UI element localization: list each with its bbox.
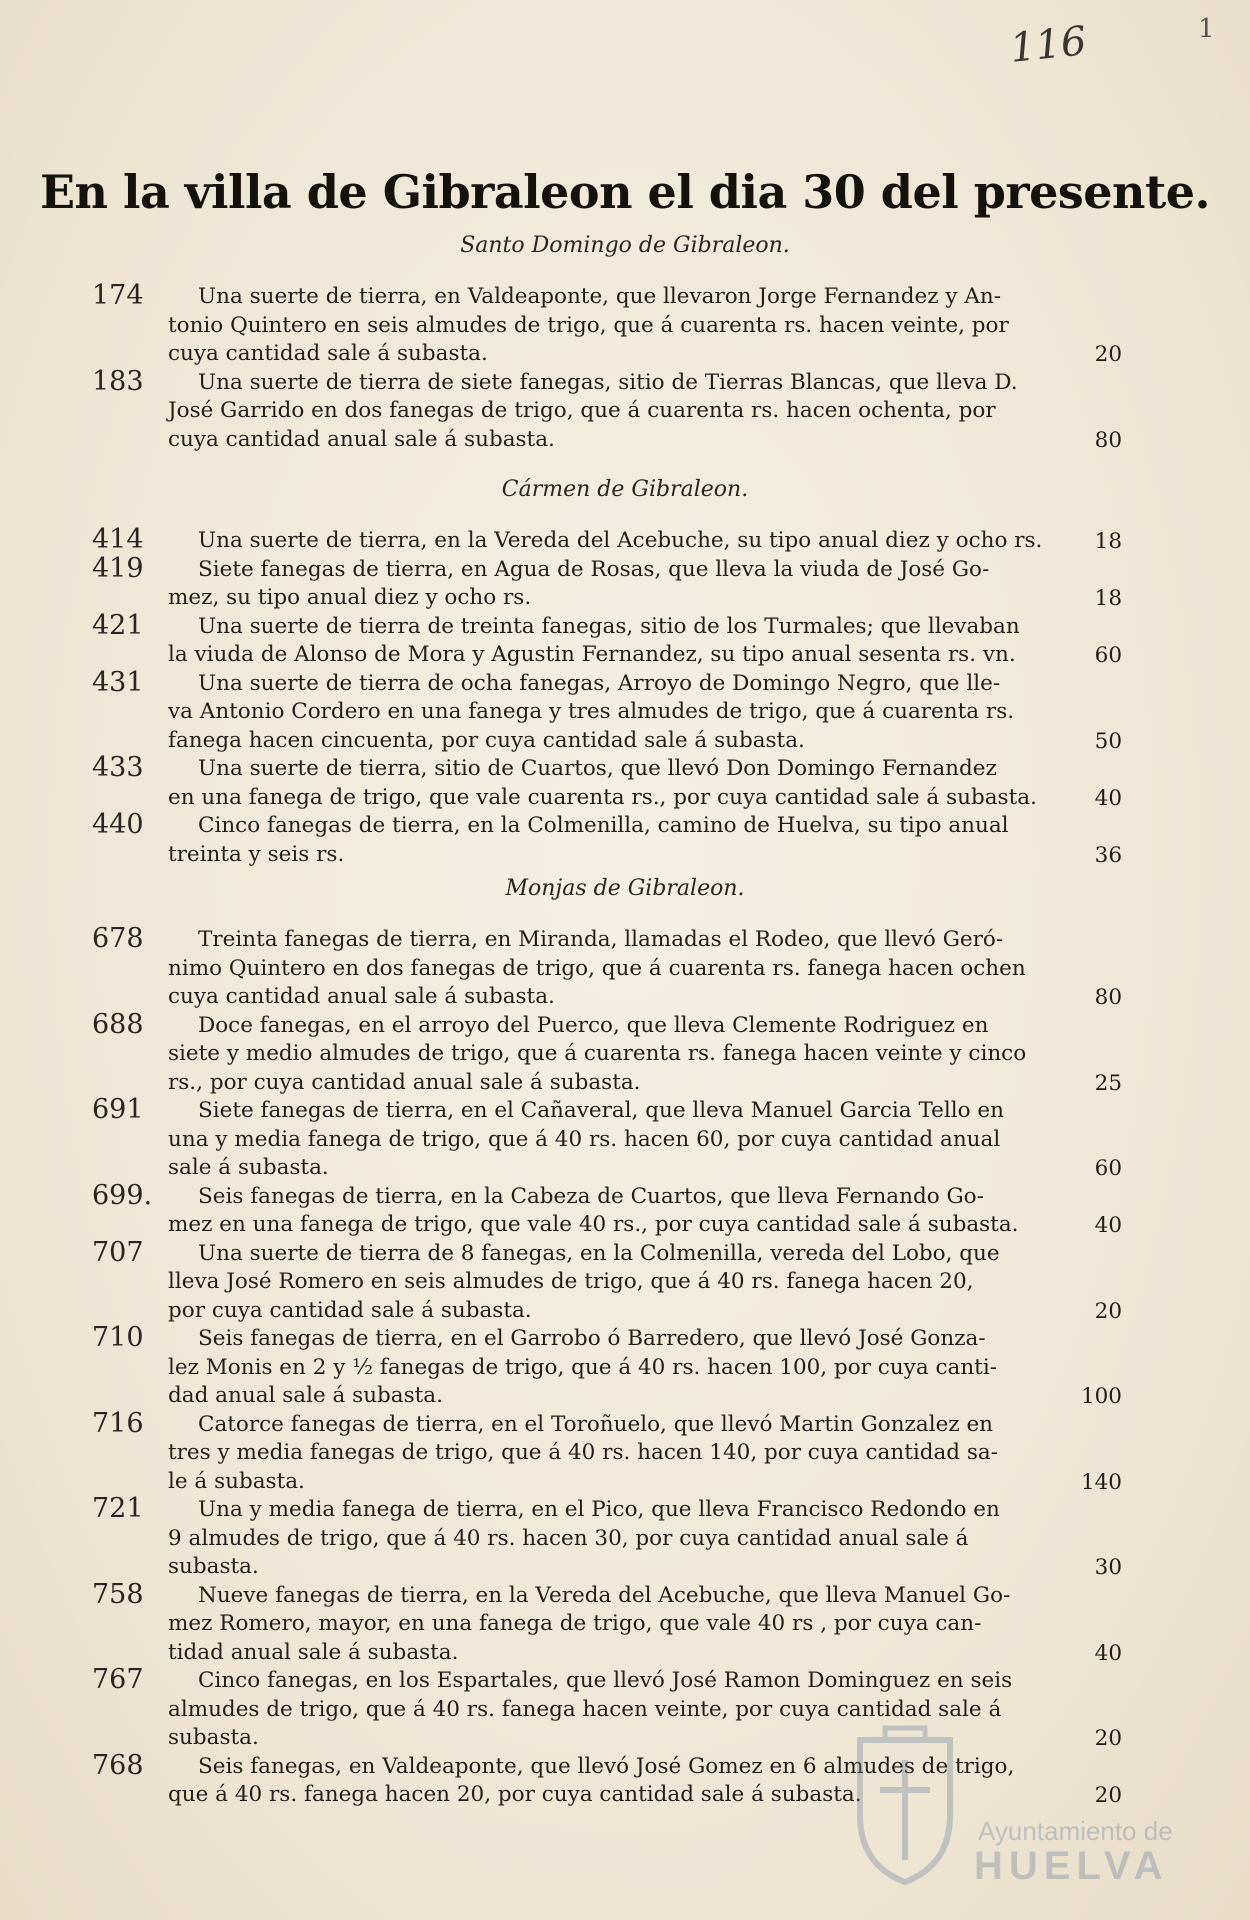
entry-text-line: almudes de trigo, que á 40 rs. fanega hacen veinte, por cuya cantidad sale á [168,1696,1002,1722]
entry-number: 431 [92,666,144,698]
entry-text-line: rs., por cuya cantidad anual sale á subasta. [168,1069,641,1095]
section-heading: Santo Domingo de Gibraleon. [460,233,790,258]
entry-text-line: la viuda de Alonso de Mora y Agustin Fernandez, su tipo anual sesenta rs. vn. [168,642,1016,667]
entry-amount: 40 [1094,1640,1122,1666]
entry-number: 678 [92,923,144,954]
entry-text-line: Nueve fanegas de tierra, en la Vereda del Acebuche, que lleva Manuel Go- [198,1582,1011,1608]
entry-text-line: 9 almudes de trigo, que á 40 rs. hacen 30, por cuya cantidad anual sale á [168,1525,969,1551]
entry-text-line: mez en una fanega de trigo, que vale 40 rs., por cuya cantidad sale á subasta. [168,1212,1019,1237]
entry-text-line: Una suerte de tierra de ocha fanegas, Arroyo de Domingo Negro, que lle- [198,670,1001,696]
entry-text-line: mez Romero, mayor, en una fanega de trigo, que vale 40 rs , por cuya can- [168,1611,982,1636]
entry-text-line: Cinco fanegas de tierra, en la Colmenilla, camino de Huelva, su tipo anual [198,813,1009,838]
entry-number: 440 [92,809,144,840]
watermark-line2: HUELVA [974,1844,1169,1888]
entry-text-line: fanega hacen cincuenta, por cuya cantidad sale á subasta. [168,727,805,753]
entry-text-line: en una fanega de trigo, que vale cuarenta rs., por cuya cantidad sale á subasta. [168,784,1037,810]
entry-amount: 60 [1094,643,1122,668]
entry-number: 716 [92,1407,144,1439]
entry-text-line: cuya cantidad sale á subasta. [168,341,488,366]
entry-text-line: nimo Quintero en dos fanegas de trigo, que á cuarenta rs. fanega hacen ochen [168,955,1026,981]
entry-number: 768 [92,1749,144,1781]
entry-number: 699. [92,1179,153,1211]
entry-amount: 100 [1080,1384,1122,1409]
entry-text-line: cuya cantidad anual sale á subasta. [168,984,555,1009]
entry-text-line: va Antonio Cordero en una fanega y tres almudes de trigo, que á cuarenta rs. [168,699,1015,724]
entry-number: 721 [92,1493,144,1524]
entry-text-line: tonio Quintero en seis almudes de trigo, que á cuarenta rs. hacen veinte, por [168,312,1009,338]
entry-text-line: lleva José Romero en seis almudes de trigo, que á 40 rs. fanega hacen 20, [168,1269,974,1294]
entry-number: 691 [92,1094,144,1125]
entry-text-line: José Garrido en dos fanegas de trigo, que á cuarenta rs. hacen ochenta, por [168,398,996,423]
entry-amount: 60 [1094,1156,1122,1181]
entry-number: 419 [92,552,144,584]
entry-number: 414 [92,524,144,555]
section-heading: Cármen de Gibraleon. [501,477,749,502]
entry-amount: 20 [1094,342,1122,367]
entry-text-line: Seis fanegas de tierra, en la Cabeza de Cuartos, que lleva Fernando Go- [198,1183,984,1209]
entry-text-line: Seis fanegas de tierra, en el Garrobo ó Barredero, que llevó José Gonza- [198,1326,986,1351]
entry-amount: 140 [1080,1469,1122,1495]
watermark-line1: Ayuntamiento de [978,1816,1173,1846]
entry-text-line: mez, su tipo anual diez y ocho rs. [168,585,532,610]
entry-text-line: Una suerte de tierra de treinta fanegas, sitio de los Turmales; que llevaban [198,613,1020,639]
entry-amount: 25 [1094,1070,1122,1096]
entry-number: 183 [92,365,144,397]
entry-text-line: Cinco fanegas, en los Espartales, que llevó José Ramon Dominguez en seis [198,1668,1013,1693]
entry-text-line: tidad anual sale á subasta. [168,1639,459,1665]
entry-text-line: subasta. [168,1725,259,1750]
corner-mark: 1 [1198,14,1215,44]
entry-amount: 36 [1094,842,1122,868]
entry-amount: 20 [1094,1783,1122,1808]
entry-text-line: Catorce fanegas de tierra, en el Toroñuelo, que llevó Martin Gonzalez en [198,1411,994,1437]
entry-text-line: sale á subasta. [168,1155,329,1180]
entry-amount: 18 [1094,529,1122,554]
entry-text-line: que á 40 rs. fanega hacen 20, por cuya cantidad sale á subasta. [168,1782,862,1807]
entry-amount: 40 [1094,1213,1122,1238]
entry-text-line: treinta y seis rs. [168,841,345,867]
entry-text-line: Siete fanegas de tierra, en el Cañaveral, que lleva Manuel Garcia Tello en [198,1098,1004,1123]
entry-amount: 30 [1094,1555,1122,1580]
entry-text-line: Una suerte de tierra, sitio de Cuartos, que llevó Don Domingo Fernandez [198,756,997,781]
entry-text-line: tres y media fanegas de trigo, que á 40 rs. hacen 140, por cuya cantidad sa- [168,1440,999,1465]
entry-text-line: una y media fanega de trigo, que á 40 rs. hacen 60, por cuya cantidad anual [168,1126,1001,1152]
entry-text-line: subasta. [168,1554,259,1579]
entry-amount: 40 [1094,785,1122,811]
page-title: En la villa de Gibraleon el dia 30 del presente. [39,165,1211,219]
entry-text-line: Una suerte de tierra de siete fanegas, sitio de Tierras Blancas, que lleva D. [198,369,1018,395]
entry-text-line: Una suerte de tierra, en la Vereda del Acebuche, su tipo anual diez y ocho rs. [198,528,1043,553]
entry-amount: 80 [1094,427,1122,453]
entry-number: 758 [92,1578,144,1610]
entry-text-line: Una y media fanega de tierra, en el Pico, que lleva Francisco Redondo en [198,1497,1000,1522]
entry-text-line: Treinta fanegas de tierra, en Miranda, llamadas el Rodeo, que llevó Geró- [198,927,1004,952]
folio-number: 116 [1007,18,1089,72]
entry-number: 707 [92,1236,144,1268]
entry-amount: 80 [1094,985,1122,1010]
entry-number: 710 [92,1322,144,1353]
entry-text-line: dad anual sale á subasta. [168,1383,443,1408]
entry-amount: 18 [1094,586,1122,611]
section-heading: Monjas de Gibraleon. [505,876,745,901]
entry-text-line: siete y medio almudes de trigo, que á cuarenta rs. fanega hacen veinte y cinco [168,1041,1027,1066]
entry-text-line: Una suerte de tierra, en Valdeaponte, que llevaron Jorge Fernandez y An- [198,284,1002,309]
entry-text-line: Seis fanegas, en Valdeaponte, que llevó José Gomez en 6 almudes de trigo, [198,1753,1015,1779]
entry-text-line: por cuya cantidad sale á subasta. [168,1297,532,1323]
crest-icon [840,1720,970,1890]
entry-number: 421 [92,609,144,641]
watermark-logo [840,1720,1230,1890]
entry-text-line: lez Monis en 2 y ½ fanegas de trigo, que á 40 rs. hacen 100, por cuya canti- [168,1354,997,1380]
entry-text-line: Siete fanegas de tierra, en Agua de Rosas, que lleva la viuda de José Go- [198,556,990,582]
entry-number: 433 [92,752,144,783]
entry-amount: 20 [1094,1298,1122,1324]
entry-amount: 20 [1094,1726,1122,1751]
entry-number: 767 [92,1664,144,1695]
entry-number: 688 [92,1008,144,1040]
entry-text-line: cuya cantidad anual sale á subasta. [168,426,555,452]
entry-text-line: Doce fanegas, en el arroyo del Puerco, que lleva Clemente Rodriguez en [198,1012,989,1038]
entry-number: 174 [92,280,144,311]
entry-text-line: le á subasta. [168,1468,305,1494]
entry-text-line: Una suerte de tierra de 8 fanegas, en la Colmenilla, vereda del Lobo, que [198,1240,1000,1266]
entry-amount: 50 [1094,728,1122,754]
